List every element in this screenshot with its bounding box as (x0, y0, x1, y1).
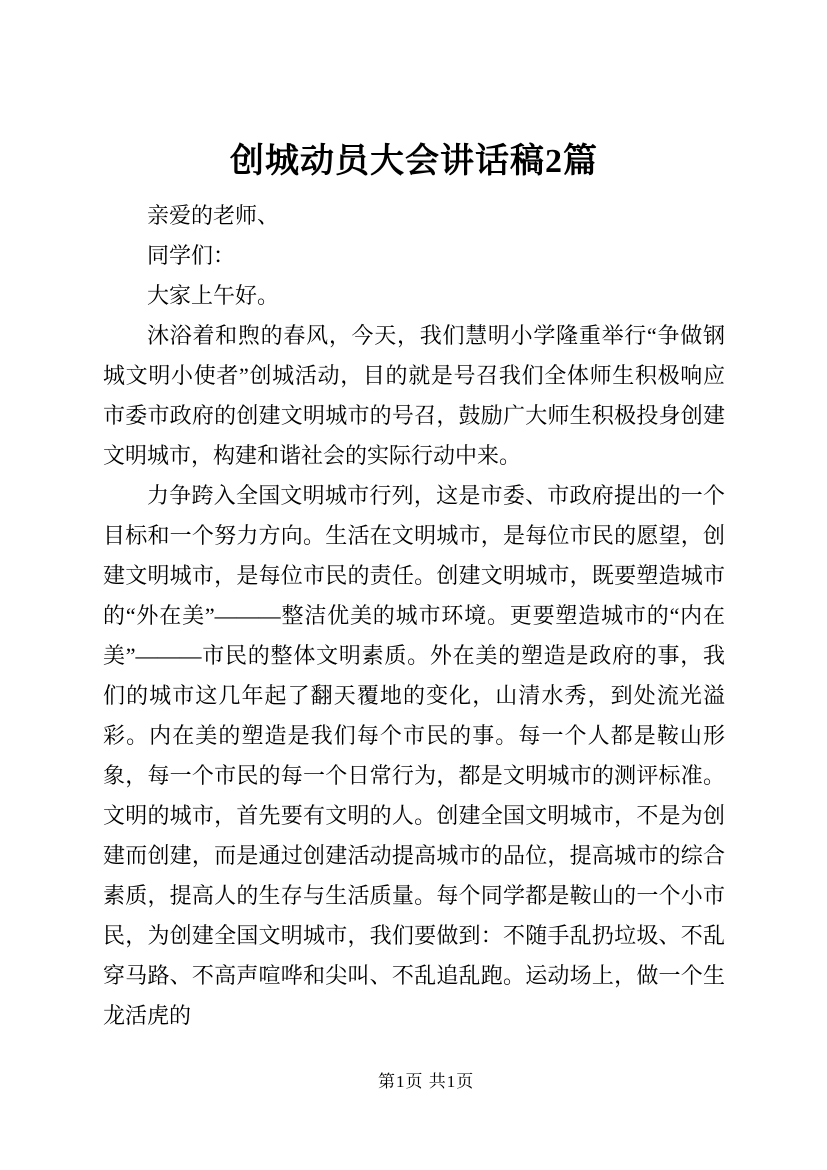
paragraph: 沐浴着和煦的春风，今天，我们慧明小学隆重举行“争做钢城文明小使者”创城活动，目的就是号召我们全体师生积极响应市委市政府的创建文明城市的号召，鼓励广大师生积极投身创建文明城市，构建和谐社会的实际行动中来。 (103, 323, 725, 468)
paragraph: 同学们： (147, 243, 236, 268)
page-number-label: 第1页 共1页 (378, 1072, 475, 1091)
document-content (103, 138, 725, 1036)
document-body (103, 196, 725, 1036)
paragraph: 力争跨入全国文明城市行列，这是市委、市政府提出的一个目标和一个努力方向。生活在文明城市，是每位市民的愿望，创建文明城市，是每位市民的责任。创建文明城市，既要塑造城市的“外在美”———整洁优美的城市环境。更要塑造城市的“内在美”———市民的整体文明素质。外在美的塑造是政府的事，我们的城市这几年起了翻天覆地的变化，山清水秀，到处流光溢彩。内在美的塑造是我们每个市民的事。每一个人都是鞍山形象，每一个市民的每一个日常行为，都是文明城市的测评标准。文明的城市，首先要有文明的人。创建全国文明城市，不是为创建而创建，而是通过创建活动提高城市的品位，提高城市的综合素质，提高人的生存与生活质量。每个同学都是鞍山的一个小市民，为创建全国文明城市，我们要做到：不随手乱扔垃圾、不乱穿马路、不高声喧哗和尖叫、不乱追乱跑。运动场上，做一个生龙活虎的 (103, 483, 725, 1028)
document-title: 创城动员大会讲话稿2篇 (230, 143, 598, 180)
paragraph: 大家上午好。 (147, 283, 280, 308)
paragraph: 亲爱的老师、 (147, 203, 280, 228)
page-footer (378, 1070, 474, 1094)
